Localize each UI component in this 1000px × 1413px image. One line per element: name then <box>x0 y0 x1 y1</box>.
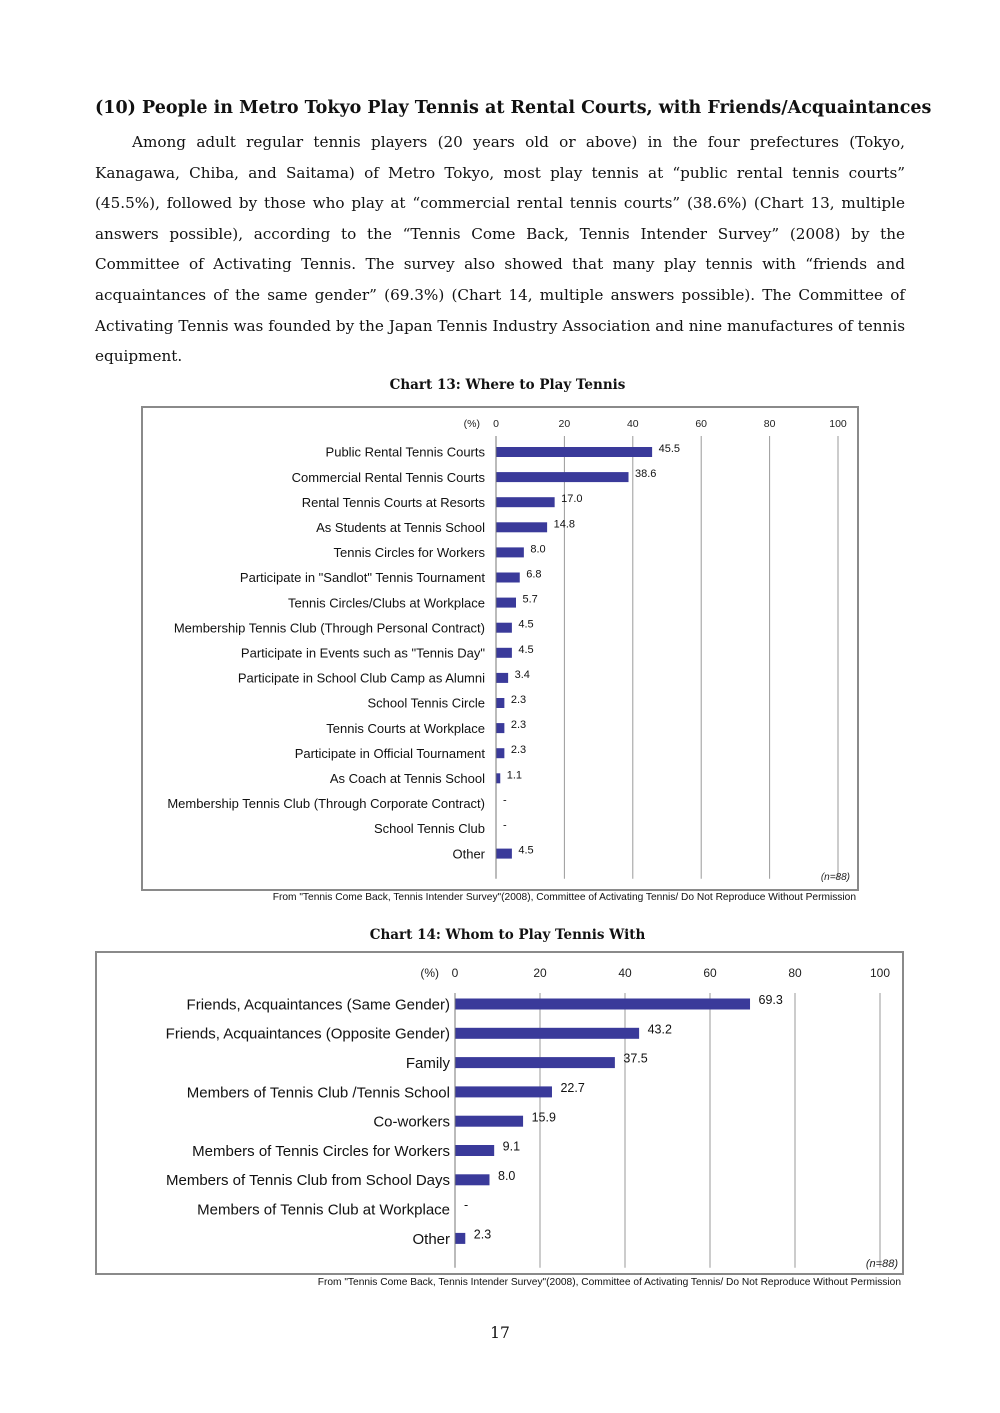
chart13-category-label: Participate in School Club Camp as Alumni <box>237 670 485 686</box>
chart13-unit-label: (%) <box>463 418 480 430</box>
chart13-bar <box>497 623 512 633</box>
chart14-category-label: Members of Tennis Club at Workplace <box>197 1201 450 1219</box>
chart14-tick-100: 100 <box>869 966 891 980</box>
chart13-bar <box>497 673 509 683</box>
chart13-svg <box>143 408 857 889</box>
chart13-category-label: As Coach at Tennis School <box>329 770 485 786</box>
chart13-bar <box>497 849 512 859</box>
chart13-tick-20: 20 <box>558 418 571 430</box>
chart14-bar <box>456 1145 495 1156</box>
chart13-category-label: Participate in Official Tournament <box>294 745 485 761</box>
chart13-frame <box>141 406 859 891</box>
chart14-category-label: Friends, Acquaintances (Same Gender) <box>186 996 450 1014</box>
chart14-value-label: 8.0 <box>498 1168 516 1183</box>
chart13-value-label: - <box>503 794 507 807</box>
chart13-value-label: 4.5 <box>518 844 534 857</box>
chart14-svg <box>97 953 902 1273</box>
chart14-value-label: 2.3 <box>473 1227 492 1242</box>
chart13-category-label: Participate in Events such as "Tennis Day" <box>240 645 485 661</box>
chart13-category-label: Membership Tennis Club (Through Corporate Contract) <box>167 796 485 812</box>
chart14-category-label: Members of Tennis Circles for Workers <box>192 1142 450 1160</box>
chart14-frame <box>95 951 904 1275</box>
chart13-category-label: As Students at Tennis School <box>316 519 485 535</box>
chart13-value-label: 1.1 <box>506 769 523 782</box>
chart14-bar <box>456 1116 524 1127</box>
chart13-value-label: 6.8 <box>526 568 542 581</box>
chart13-value-label: 5.7 <box>522 593 538 606</box>
chart14-value-label: 37.5 <box>623 1051 648 1066</box>
chart13-category-label: Commercial Rental Tennis Courts <box>291 469 485 485</box>
chart13-bar <box>497 698 505 708</box>
chart14-category-label: Co-workers <box>373 1113 450 1131</box>
chart14-category-label: Friends, Acquaintances (Opposite Gender) <box>165 1025 450 1043</box>
chart14-bar <box>456 1174 490 1185</box>
chart13-category-label: Membership Tennis Club (Through Personal Contract) <box>173 620 485 636</box>
chart14-tick-20: 20 <box>533 966 547 980</box>
chart14-value-label: 69.3 <box>758 993 783 1008</box>
chart14-bar <box>456 1028 640 1039</box>
chart13-value-label: 2.3 <box>510 744 527 757</box>
chart14-bar <box>456 1233 466 1244</box>
chart13-category-label: Tennis Circles for Workers <box>333 545 485 561</box>
chart13-bar <box>497 447 653 457</box>
chart14-tick-40: 40 <box>618 966 632 980</box>
chart13-value-label: 4.5 <box>518 643 534 656</box>
chart14-value-label: 9.1 <box>502 1139 521 1154</box>
chart13-value-label: 4.5 <box>518 618 534 631</box>
chart13-value-label: 45.5 <box>658 442 681 455</box>
chart13-value-label: - <box>503 819 507 832</box>
chart13-bar <box>497 723 505 733</box>
chart13-value-label: 8.0 <box>530 543 546 556</box>
chart14-category-label: Members of Tennis Club from School Days <box>165 1172 450 1190</box>
chart13-tick-40: 40 <box>626 418 639 430</box>
chart13-value-label: 17.0 <box>561 493 583 506</box>
chart13-bar <box>497 522 548 532</box>
chart13-bar <box>497 573 520 583</box>
chart13-sample-note: (n=88) <box>820 872 850 883</box>
chart13-bar <box>497 472 629 482</box>
page-number: 17 <box>490 1324 510 1342</box>
chart14-bar <box>456 999 751 1010</box>
chart14-bar <box>456 1086 552 1097</box>
chart13-bar <box>497 648 512 658</box>
chart13-category-label: School Tennis Club <box>373 821 485 837</box>
chart13-tick-60: 60 <box>695 418 708 430</box>
chart13-bar <box>497 547 524 557</box>
chart13-bar <box>497 773 501 783</box>
chart13-value-label: 2.3 <box>510 719 527 732</box>
chart14-tick-0: 0 <box>451 966 459 980</box>
chart13-title: Chart 13: Where to Play Tennis <box>389 377 626 393</box>
chart13-category-label: Tennis Courts at Workplace <box>326 720 485 736</box>
chart13-tick-100: 100 <box>829 418 847 430</box>
chart13-tick-80: 80 <box>763 418 776 430</box>
chart14-category-label: Members of Tennis Club /Tennis School <box>186 1084 450 1102</box>
chart13-value-label: 38.6 <box>635 468 657 481</box>
chart13-source: From "Tennis Come Back, Tennis Intender Survey"(2008), Committee of Activating Tennis/ Do Not Reproduce Without Permission <box>272 892 856 903</box>
chart14-value-label: 22.7 <box>560 1081 585 1096</box>
chart14-unit-label: (%) <box>420 966 439 980</box>
chart13-value-label: 14.8 <box>553 518 576 531</box>
chart13-value-label: 2.3 <box>510 693 527 706</box>
chart14-sample-note: (n=88) <box>865 1258 898 1270</box>
section-heading: (10) People in Metro Tokyo Play Tennis at Rental Courts, with Friends/Acquaintances <box>95 98 932 118</box>
chart13-category-label: Other <box>452 846 485 862</box>
chart13-value-label: 3.4 <box>514 668 530 681</box>
chart13-category-label: Public Rental Tennis Courts <box>325 444 485 460</box>
chart14-category-label: Family <box>405 1055 450 1072</box>
chart13-bar <box>497 748 505 758</box>
chart14-tick-80: 80 <box>788 966 802 980</box>
chart14-bar <box>456 1057 615 1068</box>
chart13-category-label: Participate in "Sandlot" Tennis Tournament <box>239 570 485 586</box>
chart14-tick-60: 60 <box>703 966 717 980</box>
chart14-source: From "Tennis Come Back, Tennis Intender Survey"(2008), Committee of Activating Tennis/ Do Not Reproduce Without Permission <box>317 1277 901 1288</box>
chart14-title: Chart 14: Whom to Play Tennis With <box>369 927 646 943</box>
chart13-category-label: School Tennis Circle <box>367 695 485 711</box>
chart13-bar <box>497 598 516 608</box>
chart13-bar <box>497 497 555 507</box>
body-paragraph: Among adult regular tennis players (20 years old or above) in the four prefectures (Tokyo, Kanagawa, Chiba, and Saitama) of Metro Tokyo, most play tennis at “public rental tennis courts” (45.5%), followed by those who play at “commercial rental tennis courts” (38.6%) (Chart 13, multiple answers possible), according to the “Tennis Come Back, Tennis Intender Survey” (2008) by the Committee of Activating Tennis. The survey also showed that many play tennis with “friends and acquaintances of the same gender” (69.3%) (Chart 14, multiple answers possible). The Committee of Activating Tennis was founded by the Japan Tennis Industry Association and nine manufactures of tennis equipment. <box>95 133 905 366</box>
chart14-category-label: Other <box>412 1230 450 1248</box>
chart14-value-label: 15.9 <box>531 1110 556 1125</box>
chart14-value-label: - <box>464 1198 469 1213</box>
chart13-category-label: Tennis Circles/Clubs at Workplace <box>288 595 485 611</box>
chart13-category-label: Rental Tennis Courts at Resorts <box>301 494 485 510</box>
chart14-value-label: 43.2 <box>647 1022 672 1037</box>
chart13-tick-0: 0 <box>493 418 499 430</box>
